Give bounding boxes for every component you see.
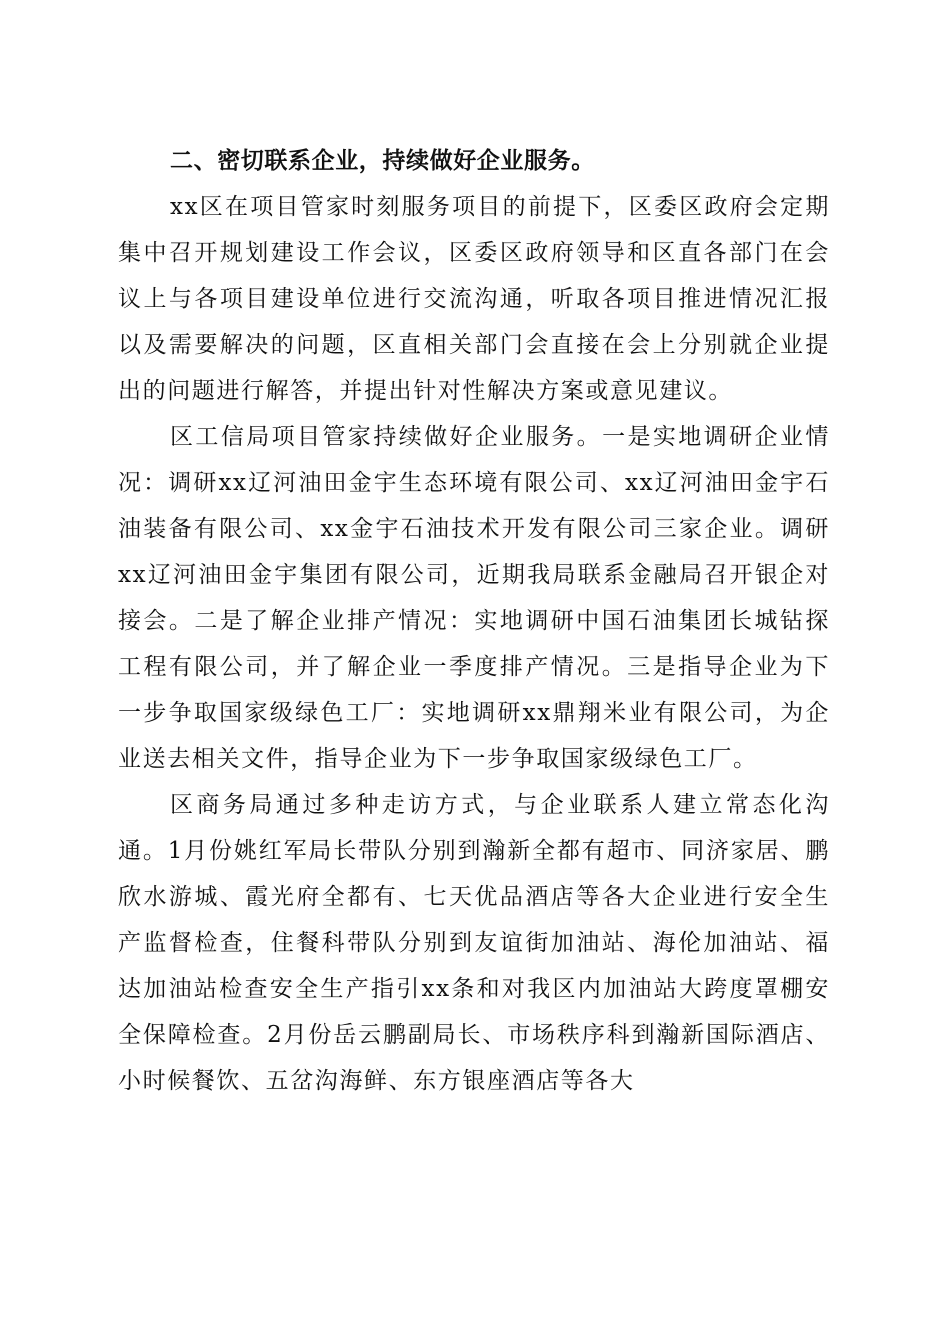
document-body — [118, 138, 830, 1104]
paragraph-commerce-bureau: 区商务局通过多种走访方式，与企业联系人建立常态化沟通。1月份姚红军局长带队分别到瀚新全都有超市、同济家居、鹏欣水游城、霞光府全都有、七天优品酒店等各大企业进行安全生产监督检查，住餐科带队分别到友谊街加油站、海伦加油站、福达加油站检查安全生产指引xx条和对我区内加油站大跨度罩棚安全保障检查。2月份岳云鹏副局长、市场秩序科到瀚新国际酒店、小时候餐饮、五岔沟海鲜、东方银座酒店等各大 — [118, 792, 830, 1094]
paragraph-industry-bureau: 区工信局项目管家持续做好企业服务。一是实地调研企业情况：调研xx辽河油田金宇生态环境有限公司、xx辽河油田金宇石油装备有限公司、xx金宇石油技术开发有限公司三家企业。调研xx辽河油田金宇集团有限公司，近期我局联系金融局召开银企对接会。二是了解企业排产情况：实地调研中国石油集团长城钻探工程有限公司，并了解企业一季度排产情况。三是指导企业为下一步争取国家级绿色工厂：实地调研xx鼎翔米业有限公司，为企业送去相关文件，指导企业为下一步争取国家级绿色工厂。 — [118, 424, 830, 772]
paragraph-project-butler: xx区在项目管家时刻服务项目的前提下，区委区政府会定期集中召开规划建设工作会议，区委区政府领导和区直各部门在会议上与各项目建设单位进行交流沟通，听取各项目推进情况汇报以及需要解决的问题，区直相关部门会直接在会上分别就企业提出的问题进行解答，并提出针对性解决方案或意见建议。 — [118, 194, 830, 404]
section-heading: 二、密切联系企业，持续做好企业服务。 — [170, 148, 595, 174]
